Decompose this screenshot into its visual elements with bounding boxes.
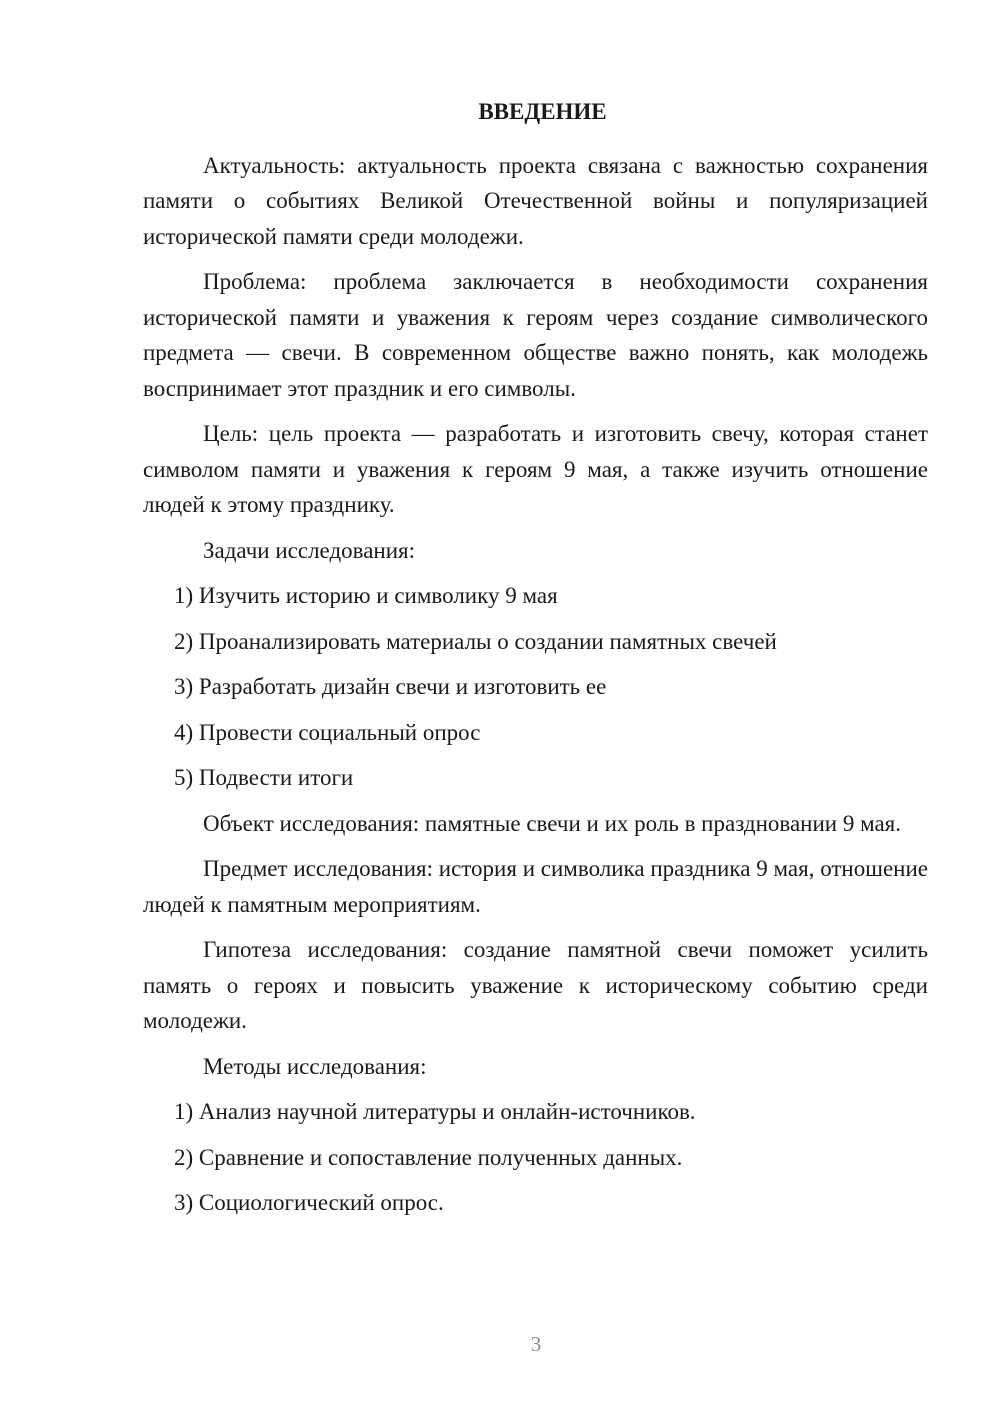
method-item: 2) Сравнение и сопоставление полученных данных. <box>174 1144 683 1170</box>
subject-paragraph: Предмет исследования: история и символика праздника 9 мая, отношение людей к памятным мероприятиям. <box>143 856 928 917</box>
problem-paragraph: Проблема: проблема заключается в необходимости сохранения исторической памяти и уважения к героям через создание символического предмета — свечи. В современном обществе важно понять, как молодежь воспринимает этот праздник и его символы. <box>143 269 928 401</box>
goal-paragraph: Цель: цель проекта — разработать и изготовить свечу, которая станет символом памяти и уважения к героям 9 мая, а также изучить отношение людей к этому празднику. <box>143 421 928 517</box>
task-item: 4) Провести социальный опрос <box>174 719 481 745</box>
section-heading: ВВЕДЕНИЕ <box>478 99 607 124</box>
page-content <box>143 94 928 1231</box>
tasks-label: Задачи исследования: <box>203 537 416 563</box>
relevance-paragraph: Актуальность: актуальность проекта связана с важностью сохранения памяти о событиях Великой Отечественной войны и популяризацией исторической памяти среди молодежи. <box>143 152 928 249</box>
object-paragraph: Объект исследования: памятные свечи и их роль в праздновании 9 мая. <box>203 810 902 836</box>
methods-list <box>143 1094 928 1221</box>
task-item: 1) Изучить историю и символику 9 мая <box>174 583 558 608</box>
tasks-list <box>143 578 928 796</box>
methods-label: Методы исследования: <box>203 1053 427 1079</box>
method-item: 3) Социологический опрос. <box>174 1190 444 1215</box>
task-item: 3) Разработать дизайн свечи и изготовить ее <box>174 674 607 699</box>
task-item: 2) Проанализировать материалы о создании памятных свечей <box>174 628 777 654</box>
method-item: 1) Анализ научной литературы и онлайн-источников. <box>174 1099 696 1124</box>
task-item: 5) Подвести итоги <box>174 765 354 790</box>
page-number: 3 <box>530 1332 542 1356</box>
hypothesis-paragraph: Гипотеза исследования: создание памятной свечи поможет усилить память о героях и повысить уважение к историческому событию среди молодежи. <box>143 937 928 1033</box>
